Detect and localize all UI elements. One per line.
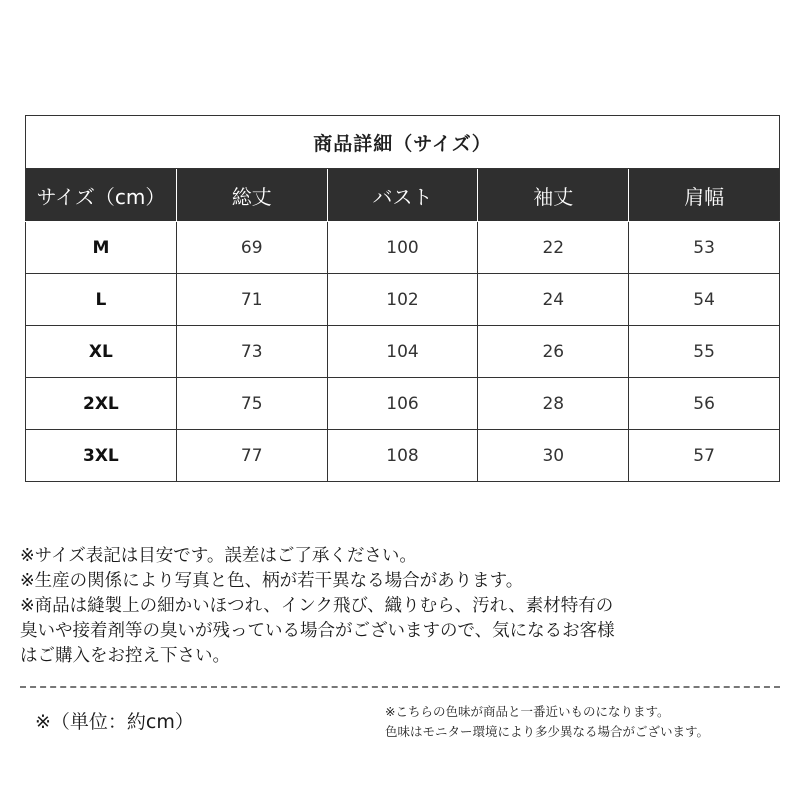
table-row — [26, 326, 780, 378]
table-title: 商品詳細（サイズ） — [26, 116, 780, 169]
table-row — [26, 222, 780, 274]
sleeve-cell: 26 — [478, 326, 629, 378]
bust-cell: 102 — [327, 274, 478, 326]
bust-cell: 104 — [327, 326, 478, 378]
bust-cell: 106 — [327, 378, 478, 430]
table-row — [26, 430, 780, 482]
note-line: 臭いや接着剤等の臭いが残っている場合がございますので、気になるお客様 — [20, 621, 615, 641]
header-sleeve: 袖丈 — [478, 169, 629, 222]
length-cell: 75 — [176, 378, 327, 430]
shoulder-cell: 54 — [629, 274, 780, 326]
header-bust: バスト — [327, 169, 478, 222]
sleeve-cell: 28 — [478, 378, 629, 430]
color-notice-line: 色味はモニター環境により多少異なる場合がございます。 — [385, 724, 710, 739]
size-cell: 3XL — [26, 430, 177, 482]
notes-block — [20, 544, 790, 669]
header-size: サイズ（cm） — [26, 169, 177, 222]
length-cell: 69 — [176, 222, 327, 274]
sleeve-cell: 30 — [478, 430, 629, 482]
shoulder-cell: 56 — [629, 378, 780, 430]
header-row — [26, 169, 780, 222]
note-line: ※サイズ表記は目安です。誤差はご了承ください。 — [20, 546, 417, 566]
sleeve-cell: 24 — [478, 274, 629, 326]
size-cell: XL — [26, 326, 177, 378]
header-shoulder: 肩幅 — [629, 169, 780, 222]
length-cell: 77 — [176, 430, 327, 482]
size-table — [25, 115, 780, 482]
shoulder-cell: 53 — [629, 222, 780, 274]
color-notice — [385, 702, 709, 742]
table-row — [26, 274, 780, 326]
note-line: はご購入をお控え下さい。 — [20, 646, 230, 666]
size-cell: M — [26, 222, 177, 274]
length-cell: 71 — [176, 274, 327, 326]
size-cell: 2XL — [26, 378, 177, 430]
note-line: ※生産の関係により写真と色、柄が若干異なる場合があります。 — [20, 571, 524, 591]
sleeve-cell: 22 — [478, 222, 629, 274]
bust-cell: 108 — [327, 430, 478, 482]
unit-note: ※（単位：約cm） — [35, 711, 194, 733]
shoulder-cell: 55 — [629, 326, 780, 378]
note-line: ※商品は縫製上の細かいほつれ、インク飛び、織りむら、汚れ、素材特有の — [20, 596, 614, 616]
table-row — [26, 378, 780, 430]
shoulder-cell: 57 — [629, 430, 780, 482]
size-cell: L — [26, 274, 177, 326]
dashed-divider — [20, 686, 780, 688]
color-notice-line: ※こちらの色味が商品と一番近いものになります。 — [385, 704, 670, 719]
header-length: 総丈 — [176, 169, 327, 222]
length-cell: 73 — [176, 326, 327, 378]
bust-cell: 100 — [327, 222, 478, 274]
